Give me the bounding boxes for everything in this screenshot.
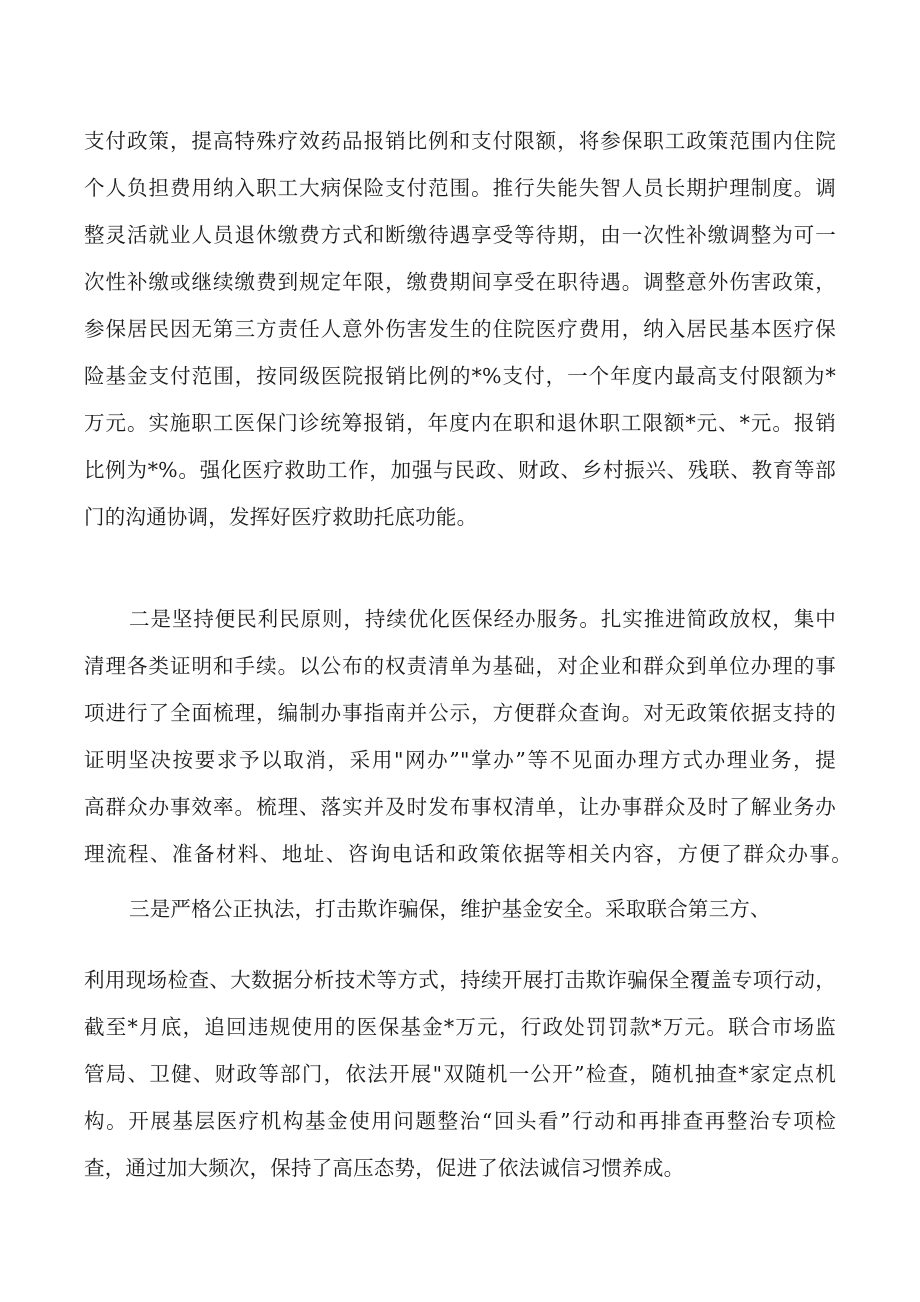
- paragraph-1-line-4: [0, 266, 920, 298]
- paragraph-1-line-8: [0, 454, 920, 486]
- paragraph-2-line-6: [0, 838, 920, 870]
- paragraph-2-line-5: [0, 791, 920, 823]
- paragraph-1-line-5: [0, 313, 920, 345]
- paragraph-3-line-4: [0, 1058, 920, 1090]
- paragraph-2-line-4: [0, 744, 920, 776]
- paragraph-3-line-3: [0, 1011, 920, 1043]
- paragraph-3-line-2: [0, 964, 920, 996]
- paragraph-1-line-2: [0, 172, 920, 204]
- text-line: 支付政策，提高特殊疗效药品报销比例和支付限额，将参保职工政策范围内住院: [84, 129, 836, 153]
- paragraph-2-line-2: [0, 650, 920, 682]
- text-line: 二是坚持便民利民原则，持续优化医保经办服务。扎实推进简政放权，集中: [129, 607, 836, 631]
- text-line: 参保居民因无第三方责任人意外伤害发生的住院医疗费用，纳入居民基本医疗保: [84, 317, 836, 341]
- text-line: 比例为*%。强化医疗救助工作，加强与民政、财政、乡村振兴、残联、教育等部: [84, 458, 836, 482]
- text-line: 利用现场检查、大数据分析技术等方式，持续开展打击欺诈骗保全覆盖专项行动，: [84, 968, 836, 992]
- paragraph-3-line-5: [0, 1105, 920, 1137]
- paragraph-1-line-6: [0, 360, 920, 392]
- text-line: 构。开展基层医疗机构基金使用问题整治“回头看”行动和再排查再整治专项检: [84, 1109, 836, 1133]
- paragraph-1-line-9: [0, 501, 920, 533]
- text-line: 证明坚决按要求予以取消，采用"网办”"掌办”等不见面办理方式办理业务，提: [84, 748, 836, 772]
- text-line: 项进行了全面梳理，编制办事指南并公示，方便群众查询。对无政策依据支持的: [84, 701, 836, 725]
- paragraph-2-line-1: [0, 603, 920, 635]
- paragraph-1-line-1: [0, 125, 920, 157]
- paragraph-2-line-3: [0, 697, 920, 729]
- paragraph-1-line-3: [0, 219, 920, 251]
- text-line: 万元。实施职工医保门诊统筹报销，年度内在职和退休职工限额*元、*元。报销: [84, 411, 836, 435]
- text-line: 截至*月底，追回违规使用的医保基金*万元，行政处罚罚款*万元。联合市场监: [84, 1015, 836, 1039]
- paragraph-3-line-6: [0, 1152, 920, 1184]
- text-line: 查，通过加大频次，保持了高压态势，促进了依法诚信习惯养成。: [84, 1156, 685, 1180]
- text-line: 管局、卫健、财政等部门，依法开展"双随机一公开”检查，随机抽查*家定点机: [84, 1062, 836, 1086]
- text-line: 清理各类证明和手续。以公布的权责清单为基础，对企业和群众到单位办理的事: [84, 654, 836, 678]
- text-line: 门的沟通协调，发挥好医疗救助托底功能。: [84, 505, 478, 529]
- text-line: 个人负担费用纳入职工大病保险支付范围。推行失能失智人员长期护理制度。调: [84, 176, 836, 200]
- text-line: 整灵活就业人员退休缴费方式和断缴待遇享受等待期，由一次性补缴调整为可一: [84, 223, 836, 247]
- paragraph-1-line-7: [0, 407, 920, 439]
- text-line: 险基金支付范围，按同级医院报销比例的*%支付，一个年度内最高支付限额为*: [84, 364, 836, 388]
- text-line: 理流程、准备材料、地址、咨询电话和政策依据等相关内容，方便了群众办事。: [84, 842, 852, 866]
- text-line: 三是严格公正执法，打击欺诈骗保，维护基金安全。采取联合第三方、: [129, 897, 771, 921]
- text-line: 高群众办事效率。梳理、落实并及时发布事权清单，让办事群众及时了解业务办: [84, 795, 836, 819]
- text-line: 次性补缴或继续缴费到规定年限，缴费期间享受在职待遇。调整意外伤害政策，: [84, 270, 836, 294]
- paragraph-3-line-1: [0, 893, 920, 925]
